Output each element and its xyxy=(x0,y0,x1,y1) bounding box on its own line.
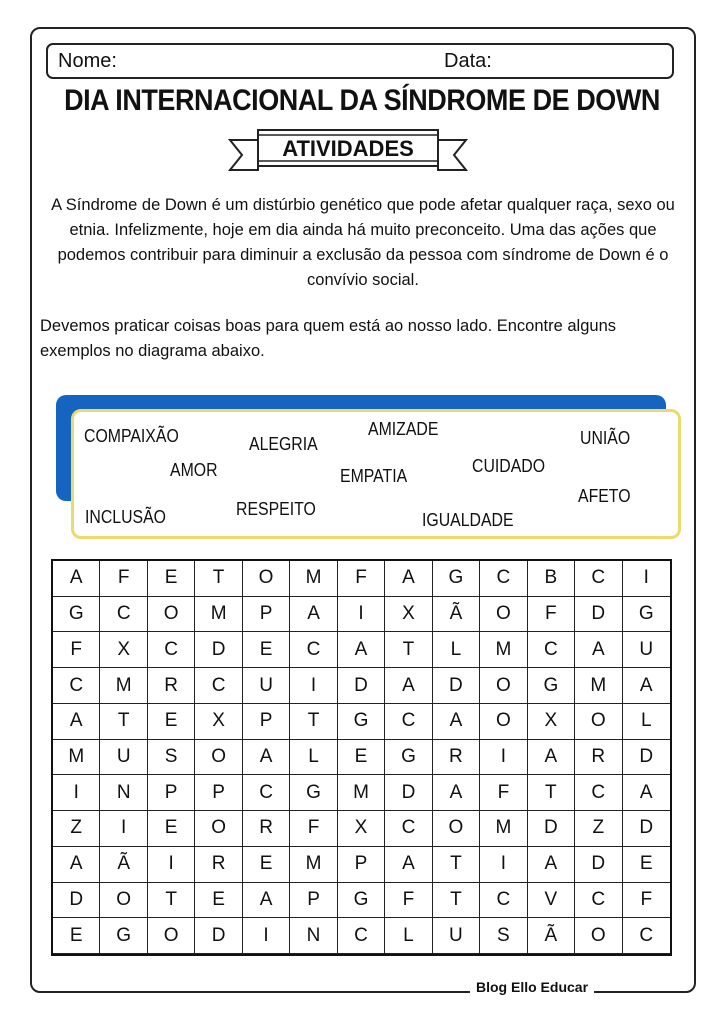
grid-cell[interactable]: L xyxy=(623,704,670,740)
grid-cell[interactable]: T xyxy=(195,561,242,597)
word-bank-item: INCLUSÃO xyxy=(85,507,166,527)
grid-cell[interactable]: I xyxy=(338,597,385,633)
grid-cell[interactable]: G xyxy=(100,918,147,954)
grid-cell[interactable]: A xyxy=(528,847,575,883)
grid-cell[interactable]: E xyxy=(148,561,195,597)
grid-cell[interactable]: E xyxy=(243,632,290,668)
grid-cell[interactable]: A xyxy=(53,847,100,883)
grid-cell[interactable]: P xyxy=(338,847,385,883)
grid-cell[interactable]: A xyxy=(243,740,290,776)
grid-cell[interactable]: P xyxy=(243,704,290,740)
grid-cell[interactable]: X xyxy=(528,704,575,740)
grid-cell[interactable]: F xyxy=(290,811,337,847)
word-bank-item: ALEGRIA xyxy=(249,434,318,454)
grid-cell[interactable]: M xyxy=(290,561,337,597)
grid-cell[interactable]: A xyxy=(338,632,385,668)
grid-cell[interactable]: A xyxy=(243,883,290,919)
grid-cell[interactable]: F xyxy=(385,883,432,919)
grid-cell[interactable]: C xyxy=(195,668,242,704)
grid-cell[interactable]: U xyxy=(433,918,480,954)
grid-cell[interactable]: D xyxy=(575,597,622,633)
grid-cell[interactable]: L xyxy=(433,632,480,668)
grid-cell[interactable]: N xyxy=(290,918,337,954)
grid-cell[interactable]: M xyxy=(290,847,337,883)
grid-cell[interactable]: D xyxy=(195,632,242,668)
grid-cell[interactable]: T xyxy=(148,883,195,919)
grid-cell[interactable]: D xyxy=(385,775,432,811)
banner-label: ATIVIDADES xyxy=(282,136,414,161)
grid-cell[interactable]: Ã xyxy=(433,597,480,633)
grid-cell[interactable]: A xyxy=(433,775,480,811)
grid-cell[interactable]: T xyxy=(100,704,147,740)
grid-cell[interactable]: O xyxy=(433,811,480,847)
grid-cell[interactable]: Ã xyxy=(528,918,575,954)
grid-cell[interactable]: I xyxy=(290,668,337,704)
grid-cell[interactable]: U xyxy=(100,740,147,776)
intro-paragraph: A Síndrome de Down é um distúrbio genético que pode afetar qualquer raça, sexo ou etnia. Infelizmente, hoje em dia ainda há muito preconceito. Uma das ações que podemos contribuir para diminuir a exclusão da pessoa com síndrome de Down é o convívio social. xyxy=(51,196,675,289)
grid-cell[interactable]: E xyxy=(148,704,195,740)
grid-cell[interactable]: O xyxy=(195,740,242,776)
grid-cell[interactable]: R xyxy=(195,847,242,883)
grid-cell[interactable]: V xyxy=(528,883,575,919)
grid-cell[interactable]: M xyxy=(575,668,622,704)
grid-cell[interactable]: E xyxy=(53,918,100,954)
grid-cell[interactable]: F xyxy=(100,561,147,597)
grid-cell[interactable]: M xyxy=(338,775,385,811)
grid-cell[interactable]: O xyxy=(148,597,195,633)
grid-cell[interactable]: A xyxy=(385,847,432,883)
grid-cell[interactable]: B xyxy=(528,561,575,597)
grid-cell[interactable]: C xyxy=(575,883,622,919)
grid-cell[interactable]: F xyxy=(528,597,575,633)
word-bank-item: AFETO xyxy=(578,486,631,506)
grid-cell[interactable]: D xyxy=(433,668,480,704)
grid-cell[interactable]: R xyxy=(575,740,622,776)
grid-cell[interactable]: T xyxy=(433,883,480,919)
grid-cell[interactable]: M xyxy=(480,632,527,668)
grid-cell[interactable]: E xyxy=(195,883,242,919)
grid-cell[interactable]: O xyxy=(575,704,622,740)
word-bank-item: EMPATIA xyxy=(340,466,408,486)
grid-cell[interactable]: I xyxy=(148,847,195,883)
grid-cell[interactable]: P xyxy=(290,883,337,919)
grid-cell[interactable]: X xyxy=(195,704,242,740)
grid-cell[interactable]: G xyxy=(338,883,385,919)
grid-cell[interactable]: D xyxy=(338,668,385,704)
grid-cell[interactable]: G xyxy=(290,775,337,811)
grid-cell[interactable]: E xyxy=(623,847,670,883)
grid-cell[interactable]: L xyxy=(290,740,337,776)
grid-cell[interactable]: S xyxy=(480,918,527,954)
grid-cell[interactable]: O xyxy=(480,597,527,633)
grid-cell[interactable]: D xyxy=(623,740,670,776)
grid-cell[interactable]: C xyxy=(385,704,432,740)
word-bank-item: COMPAIXÃO xyxy=(84,426,179,446)
word-bank-item: UNIÃO xyxy=(580,428,631,448)
grid-cell[interactable]: C xyxy=(575,561,622,597)
grid-cell[interactable]: G xyxy=(338,704,385,740)
grid-cell[interactable]: C xyxy=(243,775,290,811)
grid-cell[interactable]: A xyxy=(623,775,670,811)
grid-cell[interactable]: O xyxy=(243,561,290,597)
grid-cell[interactable]: D xyxy=(528,811,575,847)
grid-cell[interactable]: G xyxy=(433,561,480,597)
grid-cell[interactable]: T xyxy=(385,632,432,668)
grid-cell[interactable]: G xyxy=(528,668,575,704)
grid-cell[interactable]: M xyxy=(480,811,527,847)
grid-cell[interactable]: P xyxy=(148,775,195,811)
grid-cell[interactable]: P xyxy=(195,775,242,811)
grid-cell[interactable]: X xyxy=(338,811,385,847)
grid-cell[interactable]: Z xyxy=(53,811,100,847)
grid-cell[interactable]: M xyxy=(53,740,100,776)
grid-cell[interactable]: A xyxy=(623,668,670,704)
grid-cell[interactable]: C xyxy=(623,918,670,954)
grid-cell[interactable]: O xyxy=(575,918,622,954)
grid-cell[interactable]: G xyxy=(53,597,100,633)
grid-cell[interactable]: A xyxy=(385,668,432,704)
grid-cell[interactable]: I xyxy=(480,740,527,776)
grid-cell[interactable]: M xyxy=(195,597,242,633)
word-bank-item: AMIZADE xyxy=(368,419,439,439)
grid-cell[interactable]: U xyxy=(243,668,290,704)
grid-cell[interactable]: A xyxy=(53,561,100,597)
grid-cell[interactable]: A xyxy=(53,704,100,740)
grid-cell[interactable]: C xyxy=(290,632,337,668)
grid-cell[interactable]: D xyxy=(195,918,242,954)
grid-cell[interactable]: O xyxy=(480,704,527,740)
word-search-grid xyxy=(51,559,672,956)
activities-banner xyxy=(228,126,468,176)
grid-cell[interactable]: I xyxy=(480,847,527,883)
name-date-bar xyxy=(46,43,674,79)
grid-cell[interactable]: R xyxy=(243,811,290,847)
grid-cell[interactable]: A xyxy=(433,704,480,740)
grid-cell[interactable]: F xyxy=(480,775,527,811)
word-bank-item: IGUALDADE xyxy=(422,510,514,530)
grid-cell[interactable]: T xyxy=(290,704,337,740)
grid-cell[interactable]: O xyxy=(195,811,242,847)
grid-cell[interactable]: G xyxy=(385,740,432,776)
grid-cell[interactable]: O xyxy=(148,918,195,954)
grid-cell[interactable]: A xyxy=(290,597,337,633)
name-label: Nome: xyxy=(58,50,117,72)
grid-cell[interactable]: E xyxy=(338,740,385,776)
grid-cell[interactable]: I xyxy=(243,918,290,954)
grid-cell[interactable]: S xyxy=(148,740,195,776)
grid-cell[interactable]: Ã xyxy=(100,847,147,883)
grid-cell[interactable]: D xyxy=(53,883,100,919)
grid-cell[interactable]: C xyxy=(338,918,385,954)
instructions-paragraph: Devemos praticar coisas boas para quem está ao nosso lado. Encontre alguns exemplos no diagrama abaixo. xyxy=(40,317,616,360)
grid-cell[interactable]: I xyxy=(623,561,670,597)
grid-cell[interactable]: L xyxy=(385,918,432,954)
grid-cell[interactable]: N xyxy=(100,775,147,811)
grid-cell[interactable]: F xyxy=(338,561,385,597)
grid-cell[interactable]: P xyxy=(243,597,290,633)
grid-cell[interactable]: I xyxy=(100,811,147,847)
grid-cell[interactable]: A xyxy=(385,561,432,597)
grid-cell[interactable]: C xyxy=(53,668,100,704)
grid-cell[interactable]: C xyxy=(100,597,147,633)
grid-cell[interactable]: C xyxy=(480,561,527,597)
grid-cell[interactable]: A xyxy=(575,632,622,668)
word-bank-item: AMOR xyxy=(170,460,218,480)
grid-cell[interactable]: C xyxy=(480,883,527,919)
grid-cell[interactable]: C xyxy=(528,632,575,668)
grid-cell[interactable]: G xyxy=(623,597,670,633)
grid-cell[interactable]: O xyxy=(100,883,147,919)
grid-cell[interactable]: C xyxy=(385,811,432,847)
footer-credit: Blog Ello Educar xyxy=(470,979,594,995)
grid-cell[interactable]: T xyxy=(528,775,575,811)
grid-cell[interactable]: X xyxy=(100,632,147,668)
grid-cell[interactable]: E xyxy=(243,847,290,883)
grid-cell[interactable]: D xyxy=(623,811,670,847)
grid-cell[interactable]: A xyxy=(528,740,575,776)
grid-cell[interactable]: O xyxy=(480,668,527,704)
grid-cell[interactable]: C xyxy=(148,632,195,668)
grid-cell[interactable]: Z xyxy=(575,811,622,847)
word-bank-item: RESPEITO xyxy=(236,499,316,519)
grid-cell[interactable]: F xyxy=(53,632,100,668)
grid-cell[interactable]: M xyxy=(100,668,147,704)
word-bank-item: CUIDADO xyxy=(472,456,546,476)
grid-cell[interactable]: I xyxy=(53,775,100,811)
grid-cell[interactable]: C xyxy=(575,775,622,811)
grid-cell[interactable]: X xyxy=(385,597,432,633)
grid-cell[interactable]: T xyxy=(433,847,480,883)
grid-cell[interactable]: D xyxy=(575,847,622,883)
word-bank xyxy=(71,409,681,539)
grid-cell[interactable]: R xyxy=(148,668,195,704)
grid-cell[interactable]: F xyxy=(623,883,670,919)
grid-cell[interactable]: E xyxy=(148,811,195,847)
page-title: DIA INTERNACIONAL DA SÍNDROME DE DOWN xyxy=(64,84,660,117)
date-label: Data: xyxy=(444,50,492,72)
grid-cell[interactable]: R xyxy=(433,740,480,776)
grid-cell[interactable]: U xyxy=(623,632,670,668)
